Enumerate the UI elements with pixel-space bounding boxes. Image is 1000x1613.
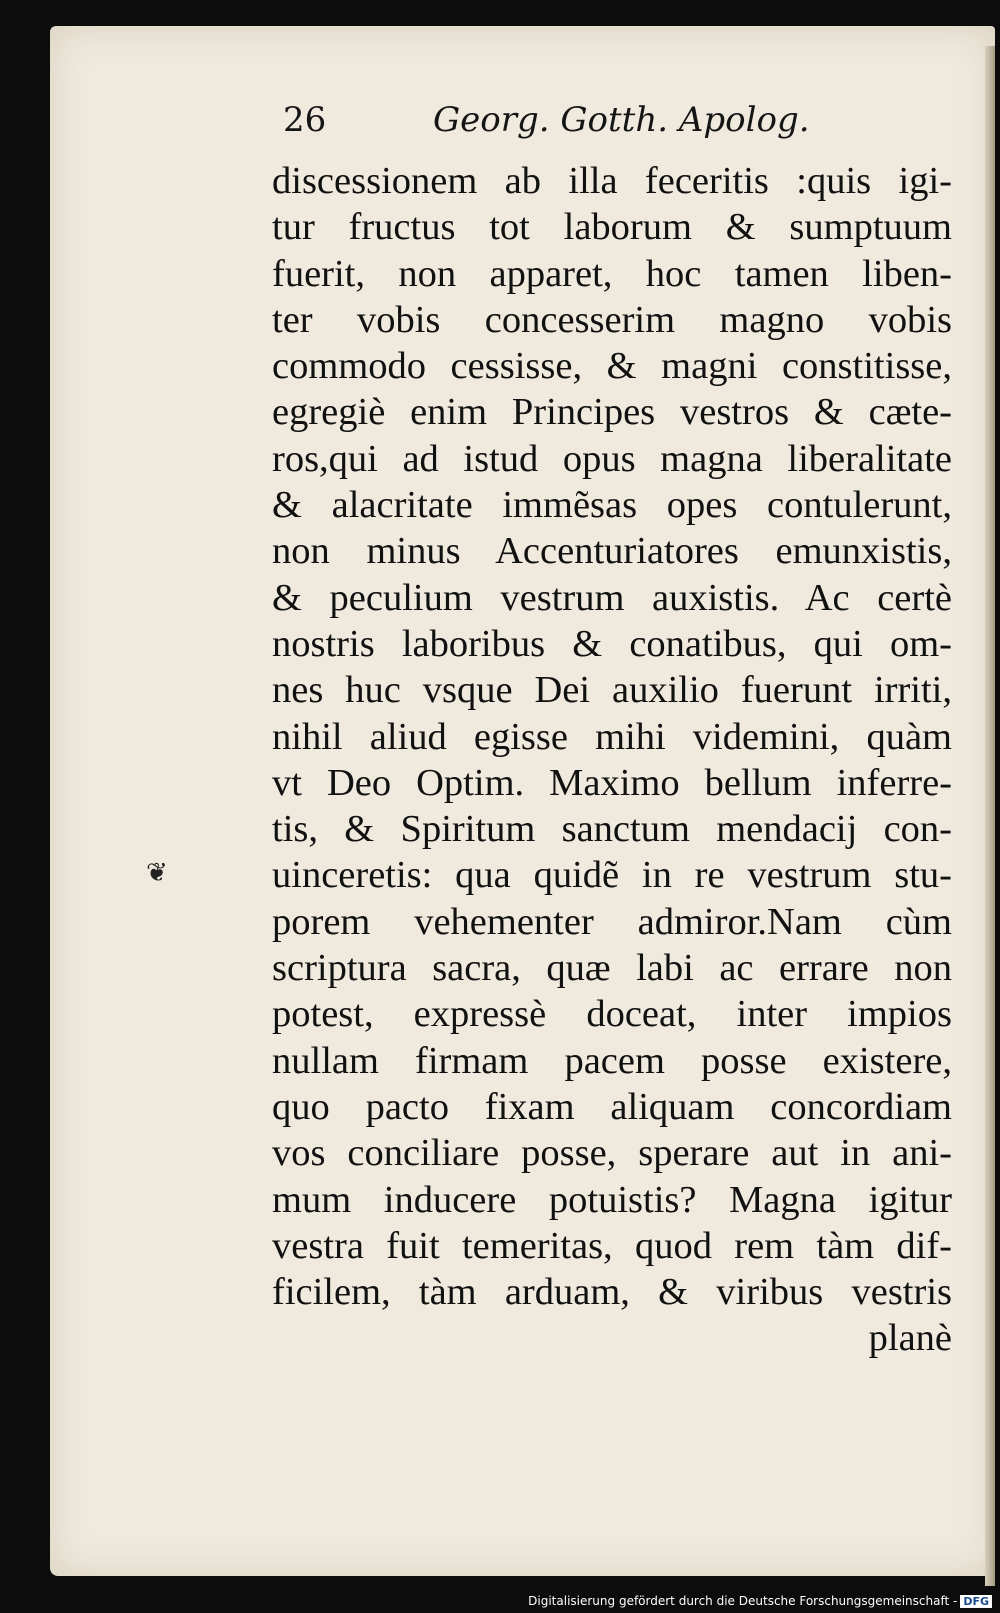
text-line: ficilem, tàm arduam, & viribus vestris: [272, 1271, 952, 1314]
text-line: & alacritate immẽsas opes contulerunt,: [272, 484, 952, 527]
text-line: non minus Accenturiatores emunxistis,: [272, 530, 952, 573]
page-number: 26: [283, 100, 327, 140]
margin-ornament: ❦: [146, 858, 168, 888]
page-header: [283, 100, 810, 140]
page-edge: [985, 46, 995, 1586]
text-line: fuerit, non apparet, hoc tamen liben-: [272, 252, 952, 295]
text-line: porem vehementer admiror.Nam cùm: [272, 900, 952, 943]
text-line: tis, & Spiritum sanctum mendacij con-: [272, 808, 952, 851]
digitization-credit: [528, 1594, 992, 1608]
text-line: & peculium vestrum auxistis. Ac certè: [272, 576, 952, 619]
text-line: quo pacto fixam aliquam concordiam: [272, 1085, 952, 1128]
text-line: nihil aliud egisse mihi videmini, quàm: [272, 715, 952, 758]
text-line: discessionem ab illa feceritis :quis igi-: [272, 160, 952, 202]
text-line: potest, expressè doceat, inter impios: [272, 993, 952, 1036]
text-line: ros,qui ad istud opus magna liberalitate: [272, 437, 952, 480]
text-line: scriptura sacra, quæ labi ac errare non: [272, 947, 952, 990]
text-line: commodo cessisse, & magni constitisse,: [272, 345, 952, 388]
text-line: tur fructus tot laborum & sumptuum: [272, 206, 952, 249]
credit-text: Digitalisierung gefördert durch die Deutsche Forschungsgemeinschaft -: [528, 1594, 958, 1608]
text-line: mum inducere potuistis? Magna igitur: [272, 1178, 952, 1221]
text-line: vt Deo Optim. Maximo bellum inferre-: [272, 761, 952, 804]
dfg-logo: DFG: [960, 1595, 992, 1608]
catchword: planè: [868, 1317, 952, 1360]
text-line: nostris laboribus & conatibus, qui om-: [272, 622, 952, 665]
running-title: Georg. Gotth. Apolog.: [433, 100, 810, 140]
text-line: egregiè enim Principes vestros & cæte-: [272, 391, 952, 434]
body-text: [272, 158, 952, 1362]
text-line: nes huc vsque Dei auxilio fuerunt irriti,: [272, 669, 952, 712]
text-line: ter vobis concesserim magno vobis: [272, 298, 952, 341]
text-line: nullam firmam pacem posse existere,: [272, 1039, 952, 1082]
text-line: uinceretis: qua quidẽ in re vestrum stu-: [272, 854, 952, 897]
text-line: vos conciliare posse, sperare aut in ani-: [272, 1132, 952, 1175]
text-line: vestra fuit temeritas, quod rem tàm dif-: [272, 1224, 952, 1267]
